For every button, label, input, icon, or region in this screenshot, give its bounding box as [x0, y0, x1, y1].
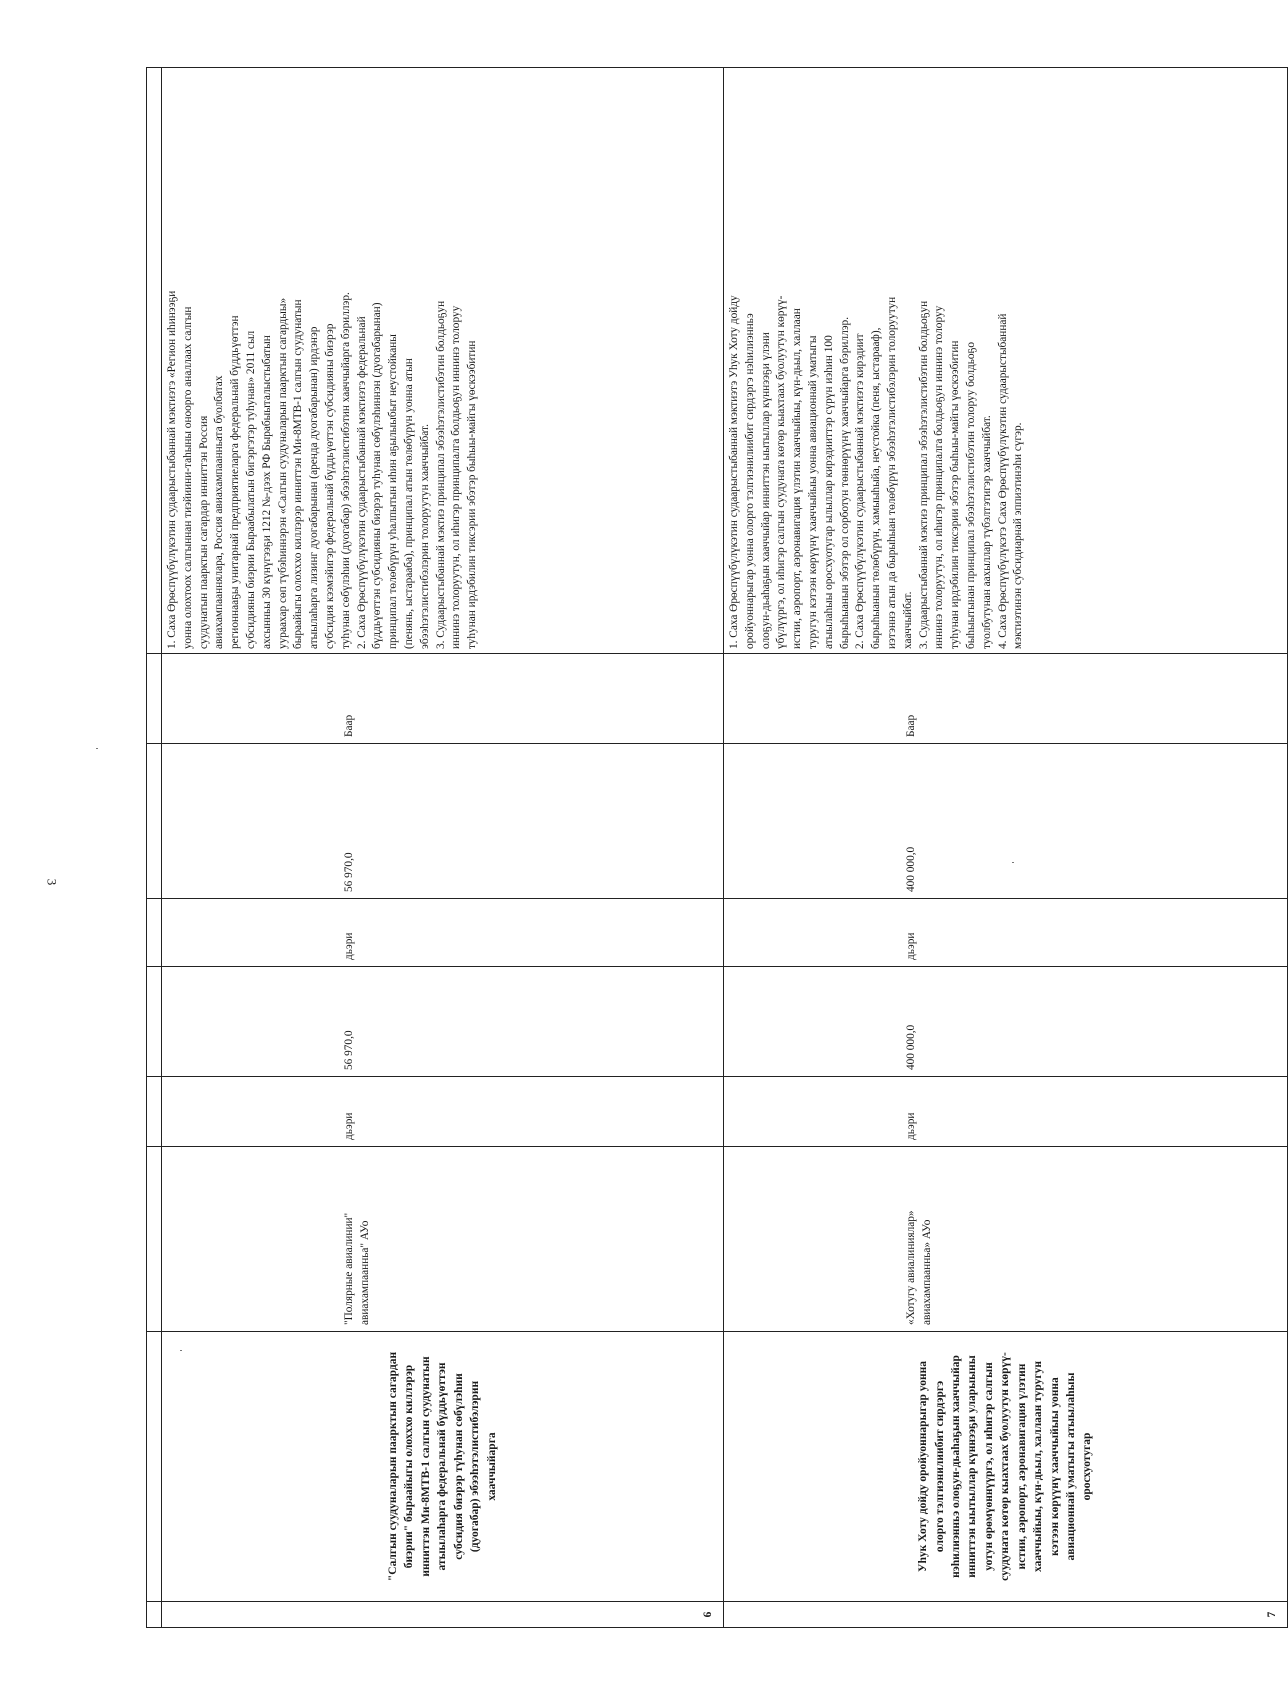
currency-unit: дьэри [162, 899, 724, 967]
condition-line: бырыһыанын эбэтэр ол сорботун төннөрүүнү хааччыйарга бэриллэр. [838, 316, 851, 649]
condition-line: быраайыгы олохххо киллэрэр инниттэн Ми-8МТВ-1 салгын суудунатын [292, 299, 305, 649]
condition-line: туолбутунан аахыллар түбэлтэтигэр хааччыйбат. [980, 415, 993, 649]
guarantee-conditions [724, 68, 1288, 654]
condition-line: быһыытынан принципал эбээһэтэлистибэтин толоруу болдьоҕо [964, 342, 977, 649]
guarantee-amount: 56 970,0 [162, 967, 724, 1077]
table-row [162, 68, 724, 1628]
condition-line: атыылаһыы оросхуотугар ылыллар кирэдииттэр сүрүн иэһин 100 [822, 335, 835, 649]
principal-organization: "Полярные авиалинии" авиахампаанньа" АУо [162, 1147, 724, 1332]
table-row [724, 68, 1288, 1628]
condition-line: истии, аэропорт, аэронавигация үлэтин хааччыйыы, күн-дьыл, халлаан [791, 308, 804, 649]
condition-line: уонна олохтоох салгыннан тиэйиини-таһыны оноорго аналлаах салгын [181, 306, 194, 649]
condition-line: иннинэ толоруутун, ол иһигэр принципалга болдьоҕун иннинэ толоруу [933, 305, 946, 649]
condition-line: уураахар сөп түбэһиннэрэн «Салгын суудуналарын паарктын сагардыы» [276, 297, 289, 649]
condition-line: 4. Саха Өрөспүүбүлүкэтэ Саха Өрөспүүбүлүкэтин судаарыстыбаннай [996, 313, 1009, 649]
condition-line: 2. Саха Өрөспүүбүлүкэтин судаарыстыбаннай мэктиэтэ кирэдиит [854, 333, 867, 649]
row-number: 7 [724, 1602, 1288, 1628]
currency-unit: дьэри [162, 1077, 724, 1147]
recourse-right: Баар [162, 654, 724, 744]
row-number: 6 [162, 1602, 724, 1628]
condition-line: туһунан ирдэбилин тиксэрии эбэтэр быһыы-майгы үөскээбитин [949, 340, 962, 649]
condition-line: эбээһэтэлистибэлэрин толоруутун хааччыйбат. [418, 424, 431, 649]
condition-line: оройуоннарыгар уонна олорго тэлгиэнилиибит сирдэргэ нэһилиэнньэ [743, 313, 756, 649]
rotated-table-wrapper [146, 68, 1279, 1628]
condition-line: хааччыйбат. [901, 591, 914, 649]
recourse-right: Баар [724, 654, 1288, 744]
scan-speck [96, 748, 98, 749]
guarantee-amount-total: 56 970,0 [162, 744, 724, 899]
currency-unit: дьэри [724, 899, 1288, 967]
guarantee-purpose: Уһук Хоту дойду оройуоннарыгар уонна олорго тэлгиэнилиибит сирдэргэ нэһилиэнньэ олоҕун-дьаһаҕын хааччыйар инниттэн ыытыллар күннээҕи уларыыны уотун өрөмүөннүүргэ, ол иһигэр салгын суудуната көтөр кыахтаах буолуутун көрүү-истии, аэропорт, аэронавигация үлэтин хааччыйыы, күн-дьыл, халлаан туругун кэтээн көрүүнү хааччыйыы уонна авиационнай уматыгы атыылаһыы оросхуотугар [724, 1332, 1288, 1602]
condition-line: атыылаһарга лизинг дуогабарынан (аренда дуогабарынан) ирдэнэр [308, 326, 321, 649]
condition-line: (пенянь, ыстарааба), принципал атын төлөбүрүн уонна атын [402, 358, 415, 649]
condition-line: туһунан сөбүлэһии (дуогабар) эбээһэтэлистибэтин хааччыйарга бэриллэр. [339, 292, 352, 649]
condition-line: туһунан ирдэбилин тиксэрии эбэтэр быһыы-майгы үөскээбитин [466, 340, 479, 649]
condition-line: субсидияны биэрии Быраабылатын бигэргэтэр туһунан» 2011 сыл [244, 330, 257, 649]
condition-line: иэтэннэ атын да бырыһыан төлөбүрүн эбээһэтэлистибэлэрин толоруутун [885, 296, 898, 649]
condition-line: 3. Судаарыстыбаннай мэктиэ принципал эбээһэтэлистибэтин болдьоҕун [434, 300, 447, 649]
guarantee-amount: 400 000,0 [724, 967, 1288, 1077]
condition-line: бырыһыанын төлөбүрүн, хамыыһыйа, неустойка (пеня, ыстарааф), [870, 327, 883, 649]
condition-line: 2. Саха Өрөспүүбүлүкэтин судаарыстыбаннай мэктиэтэ федеральнай [355, 316, 368, 649]
condition-line: регионнааҕы унитарнай предприятиеларга федеральнай бүддьүөттэн [229, 315, 242, 649]
guarantee-purpose: "Салгын суудуналарын паарктын сагардан биэрии" быраайыгы олохххо киллэрэр инниттэн Ми-8МТВ-1 салгын суудунатын атыылаһарга федеральнай бүддьүөттэн субсидия биэрэр түһунан сөбүлэһии (дуогабар) эбээһэтэлистибэлэрин хааччыйарга [162, 1332, 724, 1602]
condition-line: 1. Саха Өрөспүүбүлүкэтин судаарыстыбаннай мэктиэтэ Уһук Хоту дойду [728, 295, 740, 649]
condition-line: авиахампааннялара, Россия авиахампаанньата буолбатах [213, 375, 226, 649]
condition-line: 3. Судаарыстыбаннай мэктиэ принципал эбээһэтэлистибэтин болдьоҕун [917, 300, 930, 649]
condition-line: туругун кэтээн көрүүнү хааччыйыы уонна авиационнай уматыгы [806, 335, 819, 649]
principal-organization: «Хотугу авиалиниялар» авиахампаанньа» АУо [724, 1147, 1288, 1332]
condition-line: үбүлүүргэ, ол иһигэр салгын суудуната көтөр кыахтаах буолуутун көрүү- [775, 295, 788, 649]
condition-line: суудунатын паарктын сагардар инниттэн Россия [197, 415, 210, 649]
condition-line: 1. Саха Өрөспүүбүлүкэтин судаарыстыбаннай мэктиэтэ «Регион иһинээҕи [166, 290, 178, 649]
condition-line: субсидия кээмэйигэр федеральнай бүддьүөттэн субсидияны биэрэр [323, 323, 336, 649]
currency-unit: дьэри [724, 1077, 1288, 1147]
condition-line: иннинэ толоруутун, ол иһигэр принципалга болдьоҕун иннинэ толоруу [450, 305, 463, 649]
condition-line: олоҕун-дьаһаҕын хааччыйар инниттэн ыытыллар күннээҕи үлэни [759, 332, 772, 649]
condition-line: принципал төлөбүрүн уһалпытын иһин аҕылыыбыт неустойканы [387, 334, 400, 649]
guarantee-amount-total: 400 000,0 [724, 744, 1288, 899]
condition-line: мэктиэтинэн субсидиарнай эппиэтинэһи сүгэр. [1012, 422, 1025, 649]
table-header-strip [147, 68, 162, 1628]
page-number: 3 [44, 878, 60, 886]
guarantee-conditions [162, 68, 724, 654]
guarantee-table [146, 67, 1288, 1628]
condition-line: бүддьүөттэн субсидияны биэрэр туһунан сөбүлэһиннэн (дуогабарынан) [371, 302, 384, 649]
condition-line: ахсынньы 30 күнүгээҕи 1212 №-дээх РФ Бырабыыталыстыбатын [260, 335, 273, 649]
